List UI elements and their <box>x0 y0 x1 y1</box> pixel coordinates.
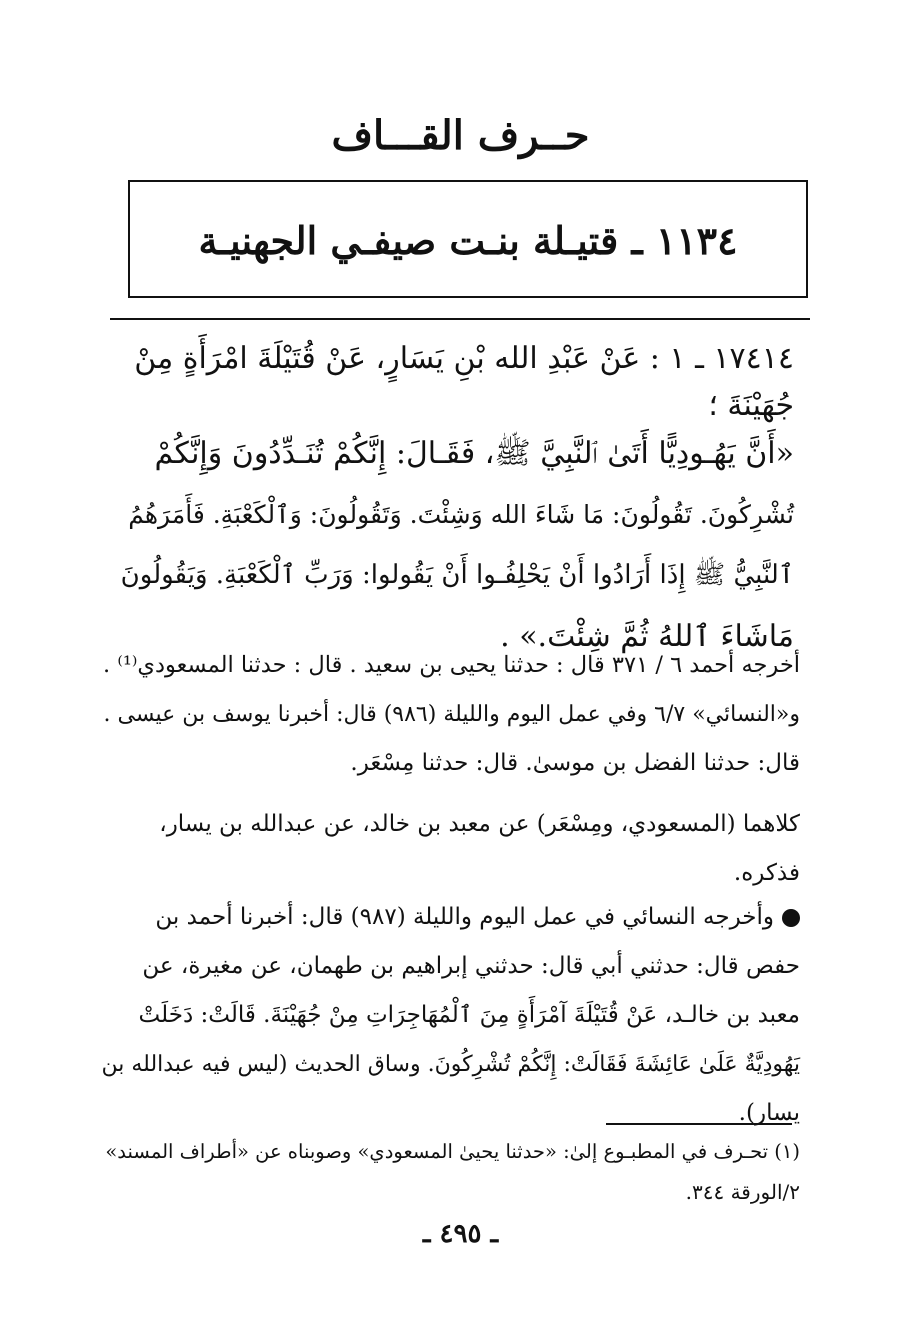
footnote <box>100 1132 800 1212</box>
takhrij-line <box>100 893 800 942</box>
takhrij-line: كلاهما (المسعودي، ومِسْعَر) عن معبد بن خالد، عن عبدالله بن يسار، <box>159 811 800 837</box>
footnote-rule <box>606 1123 792 1125</box>
takhrij-paragraph <box>100 893 800 1138</box>
takhrij-line: حفص قال: حدثني أبي قال: حدثني إبراهيم بن طهمان، عن مغيرة، عن <box>142 953 800 979</box>
takhrij-line: و«النسائي» ٦/٧ وفي عمل اليوم والليلة (٩٨٦) قال: أخبرنا يوسف بن عيسى . <box>103 702 800 727</box>
hadith-line: مَاشَاءَ ٱللهُ ثُمَّ شِئْتَ.» . <box>500 619 794 654</box>
takhrij-line-text: وأخرجه النسائي في عمل اليوم والليلة (٩٨٧) قال: أخبرنا أحمد بن <box>155 904 774 930</box>
hadith-line: جُهَيْنَةَ ؛ <box>708 388 794 423</box>
hadith-line: ٱلنَّبِيُّ ﷺ إِذَا أَرَادُوا أَنْ يَحْلِفُـوا أَنْ يَقُولوا: وَرَبِّ ٱلْكَعْبَةِ. وَيَقُولُونَ <box>120 560 794 590</box>
chapter-title: حــرف القـــاف <box>331 112 590 159</box>
hadith-line: «أَنَّ يَهُـودِيًّا أَتَىٰ ٱلنَّبِيَّ ﷺ، فَقَـالَ: إِنَّكُمْ تُنَـدِّدُونَ وَإِنَّكُمْ <box>154 436 794 471</box>
takhrij-paragraph <box>100 800 800 898</box>
takhrij-line: يسار). <box>738 1100 800 1126</box>
page-number: ـ ٤٩٥ ـ <box>422 1219 499 1249</box>
footnote-line: (١) تحـرف في المطبـوع إلىٰ: «حدثنا يحيىٰ المسعودي» وصوبناه عن «أطراف المسند» <box>105 1140 800 1163</box>
hadith-line: ١٧٤١٤ ـ ١ : عَنْ عَبْدِ الله بْنِ يَسَارٍ، عَنْ قُتَيْلَةَ امْرَأَةٍ مِنْ <box>134 341 794 376</box>
entry-title-box <box>128 180 808 298</box>
footnote-line: ٢/الورقة ٣٤٤. <box>685 1180 800 1204</box>
takhrij-line: أخرجه أحمد ٦ / ٣٧١ قال : حدثنا يحيى بن سعيد . قال : حدثنا المسعودي⁽¹⁾ . <box>103 652 800 678</box>
hadith-line: تُشْرِكُونَ. تَقُولُونَ: مَا شَاءَ الله وَشِئْتَ. وَتَقُولُونَ: وَٱلْكَعْبَةِ. فَأَمَرَهُمُ <box>128 500 794 529</box>
entry-title: ١١٣٤ ـ قتيـلة بنـت صيفـي الجهنيـة <box>198 218 738 263</box>
hadith-text <box>118 328 794 667</box>
takhrij-line: قال: حدثنا الفضل بن موسىٰ. قال: حدثنا مِسْعَر. <box>350 750 800 776</box>
takhrij-line: فذكره. <box>733 860 800 886</box>
bullet-icon <box>782 909 800 927</box>
header-rule <box>110 318 810 320</box>
takhrij-paragraph <box>100 641 800 788</box>
takhrij-line: يَهُودِيَّةٌ عَلَىٰ عَائِشَةَ فَقَالَتْ: إِنَّكُمْ تُشْرِكُونَ. وساق الحديث (ليس فيه عبدالله بن <box>101 1052 800 1077</box>
takhrij-line: معبد بن خالـد، عَنْ قُتَيْلَةَ آمْرَأَةٍ مِنَ ٱلْمُهَاجِرَاتِ مِنْ جُهَيْنَةَ. قَالَتْ: دَخَلَتْ <box>138 1002 800 1028</box>
